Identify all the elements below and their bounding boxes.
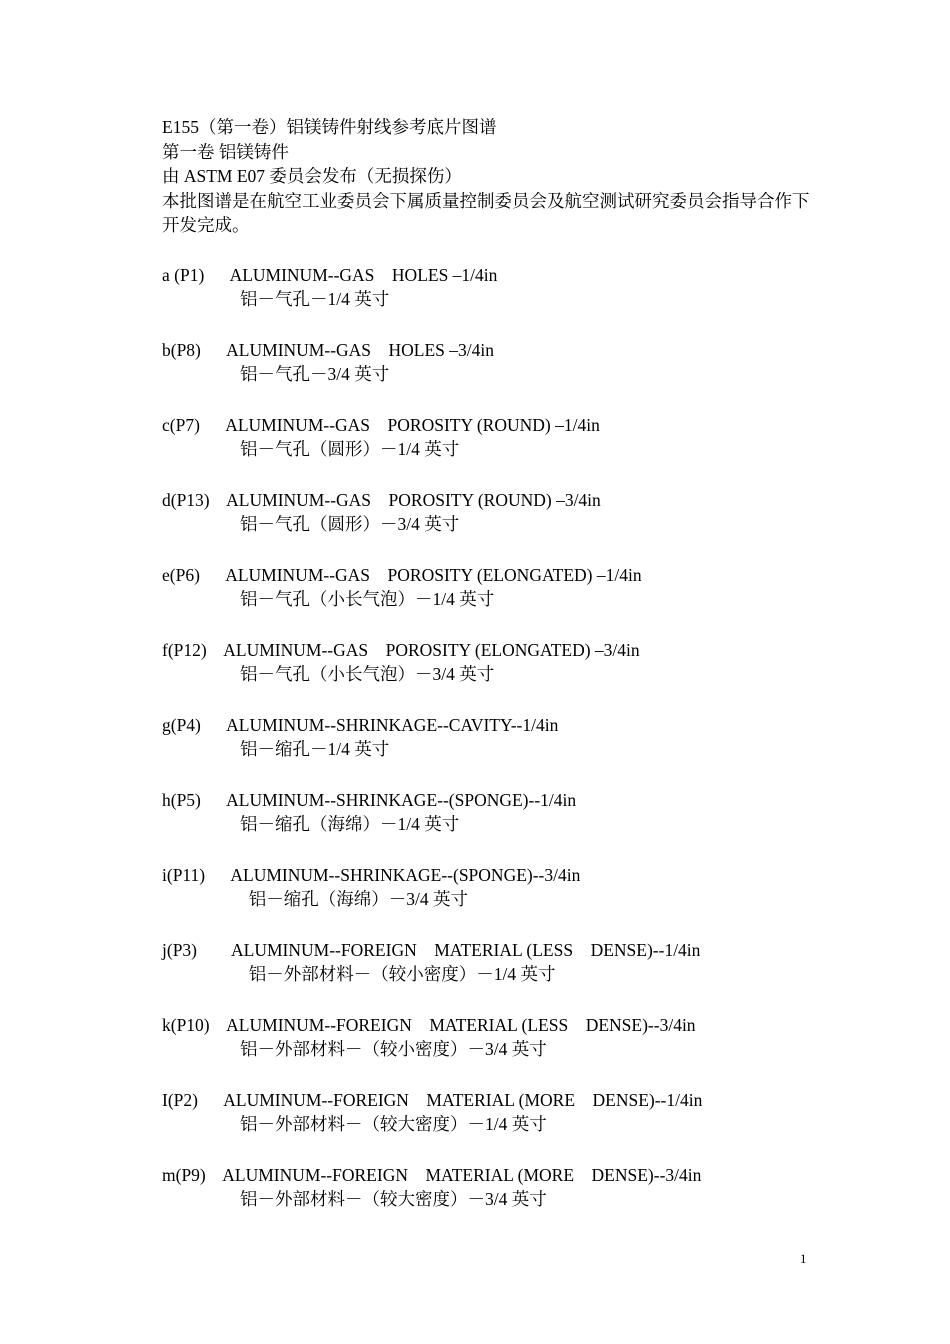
- list-item: [162, 488, 822, 563]
- list-item: [162, 413, 822, 488]
- entry-chinese: 铝－外部材料－（较大密度）－3/4 英寸: [240, 1188, 547, 1209]
- entry-english: a (P1) ALUMINUM--GAS HOLES –1/4in: [162, 264, 498, 285]
- entry-chinese: 铝－气孔（小长气泡）－1/4 英寸: [240, 588, 495, 609]
- page-number: 1: [800, 1251, 807, 1266]
- entry-english: j(P3) ALUMINUM--FOREIGN MATERIAL (LESS DENSE)--1/4in: [162, 939, 701, 960]
- entry-chinese: 铝－外部材料－（较小密度）－3/4 英寸: [240, 1038, 547, 1059]
- list-item: [162, 1163, 822, 1238]
- entry-chinese: 铝－缩孔－1/4 英寸: [240, 738, 390, 759]
- entry-english: k(P10) ALUMINUM--FOREIGN MATERIAL (LESS DENSE)--3/4in: [162, 1014, 696, 1035]
- entry-chinese: 铝－缩孔（海绵）－3/4 英寸: [240, 888, 468, 909]
- entry-chinese: 铝－外部材料－（较大密度）－1/4 英寸: [240, 1113, 547, 1134]
- entry-english: i(P11) ALUMINUM--SHRINKAGE--(SPONGE)--3/4in: [162, 864, 581, 885]
- entry-english: f(P12) ALUMINUM--GAS POROSITY (ELONGATED) –3/4in: [162, 639, 640, 660]
- entry-english: d(P13) ALUMINUM--GAS POROSITY (ROUND) –3/4in: [162, 489, 601, 510]
- list-item: [162, 1013, 822, 1088]
- list-item: [162, 788, 822, 863]
- entry-chinese: 铝－气孔（小长气泡）－3/4 英寸: [240, 663, 495, 684]
- document-title: E155（第一卷）铝镁铸件射线参考底片图谱: [162, 117, 497, 137]
- list-item: [162, 938, 822, 1013]
- list-item: [162, 338, 822, 413]
- entry-english: b(P8) ALUMINUM--GAS HOLES –3/4in: [162, 339, 495, 360]
- entry-english: e(P6) ALUMINUM--GAS POROSITY (ELONGATED) –1/4in: [162, 564, 642, 585]
- entry-english: m(P9) ALUMINUM--FOREIGN MATERIAL (MORE DENSE)--3/4in: [162, 1164, 702, 1185]
- entry-english: c(P7) ALUMINUM--GAS POROSITY (ROUND) –1/4in: [162, 414, 600, 435]
- list-item: [162, 263, 822, 338]
- entry-chinese: 铝－气孔－1/4 英寸: [240, 288, 390, 309]
- list-item: [162, 713, 822, 788]
- entry-chinese: 铝－气孔－3/4 英寸: [240, 363, 390, 384]
- volume-subtitle: 第一卷 铝镁铸件: [162, 141, 289, 162]
- list-item: [162, 1088, 822, 1163]
- publisher-line: 由 ASTM E07 委员会发布（无损探伤）: [162, 166, 462, 186]
- entry-english: g(P4) ALUMINUM--SHRINKAGE--CAVITY--1/4in: [162, 714, 559, 735]
- description-paragraph: 本批图谱是在航空工业委员会下属质量控制委员会及航空测试研究委员会指导合作下开发完成。: [162, 190, 810, 235]
- entry-chinese: 铝－气孔（圆形）－3/4 英寸: [240, 513, 460, 534]
- entry-chinese: 铝－气孔（圆形）－1/4 英寸: [240, 438, 460, 459]
- list-item: [162, 863, 822, 938]
- reference-list: [162, 263, 822, 1238]
- list-item: [162, 563, 822, 638]
- entry-english: I(P2) ALUMINUM--FOREIGN MATERIAL (MORE DENSE)--1/4in: [162, 1089, 703, 1110]
- document-body: [162, 115, 822, 1238]
- entry-english: h(P5) ALUMINUM--SHRINKAGE--(SPONGE)--1/4in: [162, 789, 577, 810]
- entry-chinese: 铝－外部材料－（较小密度）－1/4 英寸: [240, 963, 556, 984]
- entry-chinese: 铝－缩孔（海绵）－1/4 英寸: [240, 813, 460, 834]
- list-item: [162, 638, 822, 713]
